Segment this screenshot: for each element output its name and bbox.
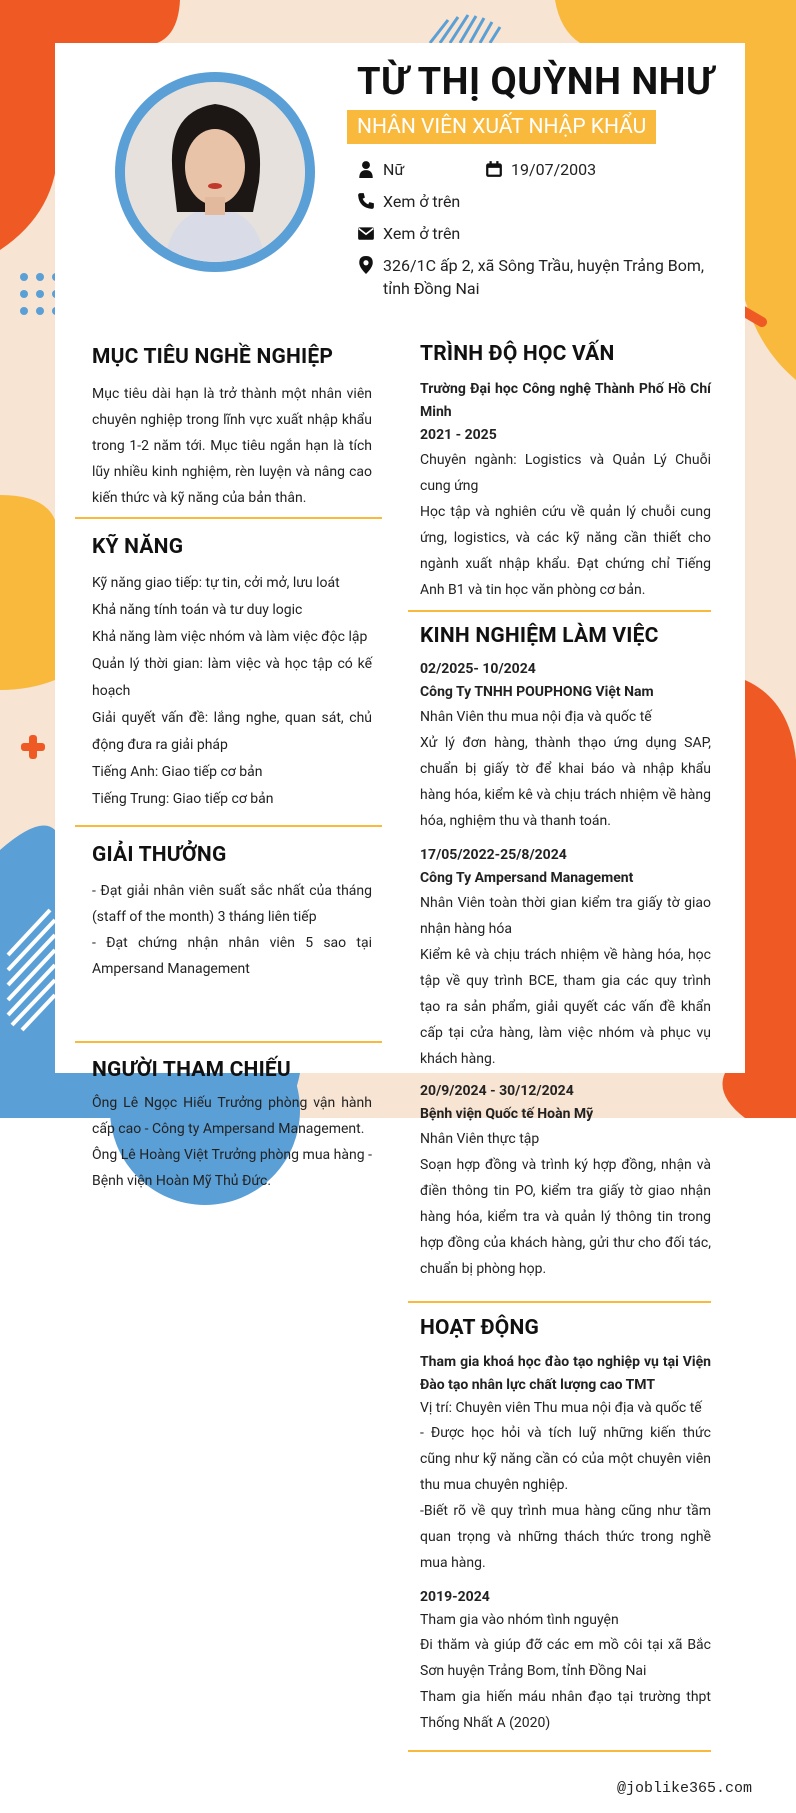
gender-value: Nữ [383,160,405,179]
education-title: TRÌNH ĐỘ HỌC VẤN [420,342,615,366]
email-value: Xem ở trên [383,224,461,243]
phone-icon [357,192,375,210]
activity-role: Tham gia vào nhóm tình nguyện [420,1612,619,1628]
job-period: 02/2025- 10/2024 [420,661,536,677]
address-row [357,254,727,300]
objective-title: MỤC TIÊU NGHỀ NGHIỆP [92,345,334,369]
envelope-icon [357,224,375,242]
phone-row [357,190,557,213]
divider [75,1041,382,1043]
activity-title: Tham gia khoá học đào tạo nghiệp vụ tại Viện Đào tạo nhân lực chất lượng cao TMT [420,1354,711,1393]
award-item: - Đạt chứng nhận nhân viên 5 sao tại Ampersand Management [92,935,372,977]
activity-detail: - Được học hỏi và tích luỹ những kiến thức cũng như kỹ năng cần có của một chuyên viên thu mua chuyên nghiệp. [420,1425,711,1493]
skill-item: Khả năng làm việc nhóm và làm việc độc lập [92,629,368,645]
references-section [92,1058,372,1194]
education-description: Học tập và nghiên cứu về quản lý chuỗi cung ứng, logistics, và các kỹ năng cần thiết cho ngành xuất nhập khẩu. Đạt chứng chỉ Tiếng Anh B1 và tin học văn phòng cơ bản. [420,504,711,598]
candidate-name: TỪ THỊ QUỲNH NHƯ [357,60,714,104]
user-icon [357,160,375,178]
awards-title: GIẢI THƯỞNG [92,843,227,867]
school-name: Trường Đại học Công nghệ Thành Phố Hồ Chí Minh [420,381,711,420]
activity-detail: Đi thăm và giúp đỡ các em mồ côi tại xã Bắc Sơn huyện Trảng Bom, tỉnh Đồng Nai [420,1637,711,1679]
job-entry [420,844,711,1072]
job-entry [420,1080,711,1282]
job-description: Kiểm kê và chịu trách nhiệm về hàng hóa, học tập về quy trình BCE, tham gia các quy trình tạo ra sản phẩm, giải quyết các vấn đề khẩn cấp tại cửa hàng, làm việc nhóm và phục vụ khách hàng. [420,947,711,1067]
awards-section [92,843,372,982]
activity-period: 2019-2024 [420,1589,490,1605]
job-position: Nhân Viên thực tập [420,1131,540,1147]
divider [408,1301,711,1303]
phone-value: Xem ở trên [383,192,461,211]
reference-item: Ông Lê Hoàng Việt Trưởng phòng mua hàng - Bệnh viện Hoàn Mỹ Thủ Đức. [92,1147,372,1189]
activities-section [420,1316,711,1736]
skills-title: KỸ NĂNG [92,535,184,559]
divider [75,517,382,519]
activity-role: Vị trí: Chuyên viên Thu mua nội địa và quốc tế [420,1400,702,1416]
calendar-icon [485,160,503,178]
job-description: Xử lý đơn hàng, thành thạo ứng dụng SAP, chuẩn bị giấy tờ để khai báo và nhập khẩu hàng hóa, kiểm kê và chịu trách nhiệm về hàng hóa, nghiệm thu và thanh toán. [420,735,711,829]
job-company: Bệnh viện Quốc tế Hoàn Mỹ [420,1106,594,1122]
job-period: 17/05/2022-25/8/2024 [420,847,567,863]
job-title: NHÂN VIÊN XUẤT NHẬP KHẨU [347,110,656,144]
job-position: Nhân Viên thu mua nội địa và quốc tế [420,709,652,725]
activity-entry [420,1586,711,1736]
birthdate-value: 19/07/2003 [511,160,597,179]
skill-item: Quản lý thời gian: làm việc và học tập có kế hoạch [92,656,372,699]
experience-section [420,624,711,1282]
skill-item: Kỹ năng giao tiếp: tự tin, cởi mở, lưu loát [92,575,340,591]
job-entry [420,658,711,834]
education-major: Chuyên ngành: Logistics và Quản Lý Chuỗi cung ứng [420,452,711,494]
activity-detail: Tham gia hiến máu nhân đạo tại trường thpt Thống Nhất A (2020) [420,1689,711,1731]
divider [75,825,382,827]
gender-row [357,158,477,181]
experience-title: KINH NGHIỆM LÀM VIỆC [420,624,659,648]
references-title: NGƯỜI THAM CHIẾU [92,1058,291,1082]
skill-item: Tiếng Trung: Giao tiếp cơ bản [92,791,274,807]
birthdate-row [485,158,625,181]
education-section [420,342,711,603]
skill-item: Tiếng Anh: Giao tiếp cơ bản [92,764,263,780]
job-period: 20/9/2024 - 30/12/2024 [420,1083,574,1099]
objective-text: Mục tiêu dài hạn là trở thành một nhân viên chuyên nghiệp trong lĩnh vực xuất nhập khẩu trong 1-2 năm tới. Mục tiêu ngắn hạn là tích lũy nhiều kinh nghiệm, rèn luyện và nâng cao kiến thức và kỹ năng của bản thân. [92,386,372,506]
skills-section [92,535,372,813]
job-description: Soạn hợp đồng và trình ký hợp đồng, nhận và điền thông tin PO, kiểm tra giấy tờ giao nhận hàng hóa, kiểm tra và quản lý thông tin trong hợp đồng của khách hàng, gửi thư cho đối tác, chuẩn bị phòng họp. [420,1157,711,1277]
address-line1: 326/1C ấp 2, xã Sông Trầu, huyện Trảng Bom, [383,256,705,275]
watermark: @joblike365.com [616,1780,752,1797]
map-pin-icon [357,256,375,274]
divider [408,1750,711,1752]
skill-item: Khả năng tính toán và tư duy logic [92,602,303,618]
objective-section [92,345,372,511]
skill-item: Giải quyết vấn đề: lắng nghe, quan sát, chủ động đưa ra giải pháp [92,710,372,753]
activity-entry [420,1351,711,1576]
job-company: Công Ty TNHH POUPHONG Việt Nam [420,684,654,700]
education-period: 2021 - 2025 [420,427,497,443]
email-row [357,222,557,245]
avatar [125,82,305,262]
job-position: Nhân Viên toàn thời gian kiểm tra giấy tờ giao nhận hàng hóa [420,895,711,937]
divider [408,610,711,612]
address-line2: tỉnh Đồng Nai [383,279,480,298]
award-item: - Đạt giải nhân viên suất sắc nhất của tháng (staff of the month) 3 tháng liên tiếp [92,883,372,925]
reference-item: Ông Lê Ngọc Hiếu Trưởng phòng vận hành cấp cao - Công ty Ampersand Management. [92,1095,372,1137]
activity-detail: -Biết rõ về quy trình mua hàng cũng như tầm quan trọng và những thách thức trong nghề mua hàng. [420,1503,711,1571]
job-company: Công Ty Ampersand Management [420,870,634,886]
activities-title: HOẠT ĐỘNG [420,1316,539,1340]
